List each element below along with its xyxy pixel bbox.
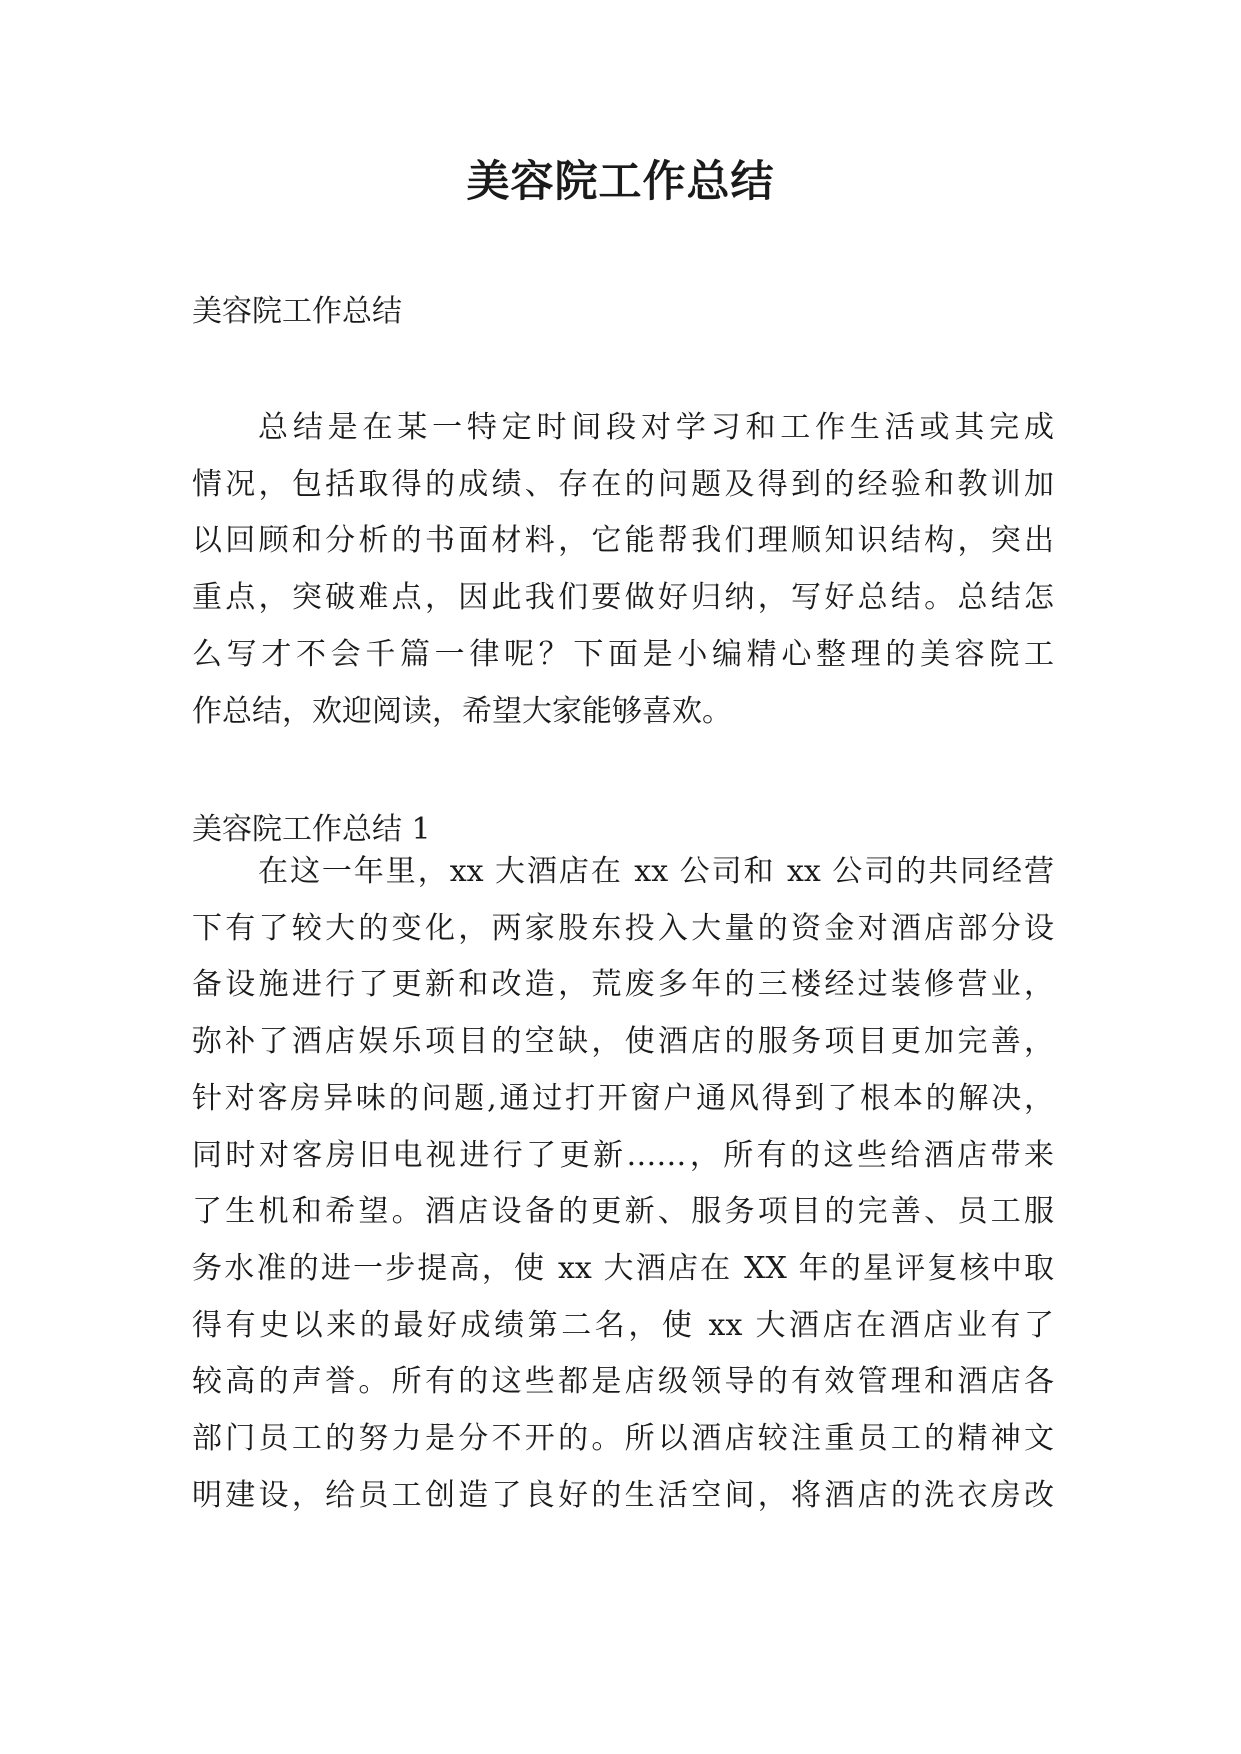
paragraph-line: 得有史以来的最好成绩第二名，使 xx 大酒店在酒店业有了 bbox=[192, 1307, 1054, 1343]
section-heading: 美容院工作总结 1 bbox=[192, 812, 431, 847]
paragraph-line: 部门员工的努力是分不开的。所以酒店较注重员工的精神文 bbox=[192, 1421, 1054, 1457]
paragraph-line: 么写才不会千篇一律呢？下面是小编精心整理的美容院工 bbox=[192, 636, 1054, 672]
paragraph-line: 总结是在某一特定时间段对学习和工作生活或其完成 bbox=[258, 410, 1054, 445]
paragraph-line: 备设施进行了更新和改造，荒废多年的三楼经过装修营业， bbox=[192, 967, 1054, 1003]
paragraph-line: 在这一年里，xx 大酒店在 xx 公司和 xx 公司的共同经营 bbox=[258, 854, 1054, 889]
paragraph-line: 弥补了酒店娱乐项目的空缺，使酒店的服务项目更加完善， bbox=[192, 1024, 1054, 1060]
intro-paragraph bbox=[192, 400, 1054, 740]
paragraph-line: 了生机和希望。酒店设备的更新、服务项目的完善、员工服 bbox=[192, 1194, 1054, 1230]
document-title: 美容院工作总结 bbox=[466, 157, 775, 207]
paragraph-line: 明建设，给员工创造了良好的生活空间，将酒店的洗衣房改 bbox=[192, 1477, 1054, 1513]
document-subtitle: 美容院工作总结 bbox=[192, 294, 402, 329]
paragraph-line: 下有了较大的变化，两家股东投入大量的资金对酒店部分设 bbox=[192, 910, 1054, 946]
paragraph-line: 情况，包括取得的成绩、存在的问题及得到的经验和教训加 bbox=[192, 466, 1054, 502]
paragraph-line: 以回顾和分析的书面材料，它能帮我们理顺知识结构，突出 bbox=[192, 523, 1054, 559]
paragraph-line: 务水准的进一步提高，使 xx 大酒店在 XX 年的星评复核中取 bbox=[192, 1250, 1054, 1286]
paragraph-line: 同时对客房旧电视进行了更新……，所有的这些给酒店带来 bbox=[192, 1137, 1054, 1173]
paragraph-line: 作总结，欢迎阅读，希望大家能够喜欢。 bbox=[192, 693, 732, 729]
section-1-paragraph bbox=[192, 844, 1054, 1524]
paragraph-line: 重点，突破难点，因此我们要做好归纳，写好总结。总结怎 bbox=[192, 580, 1054, 616]
paragraph-line: 针对客房异味的问题,通过打开窗户通风得到了根本的解决， bbox=[192, 1080, 1054, 1116]
paragraph-line: 较高的声誉。所有的这些都是店级领导的有效管理和酒店各 bbox=[192, 1364, 1054, 1400]
